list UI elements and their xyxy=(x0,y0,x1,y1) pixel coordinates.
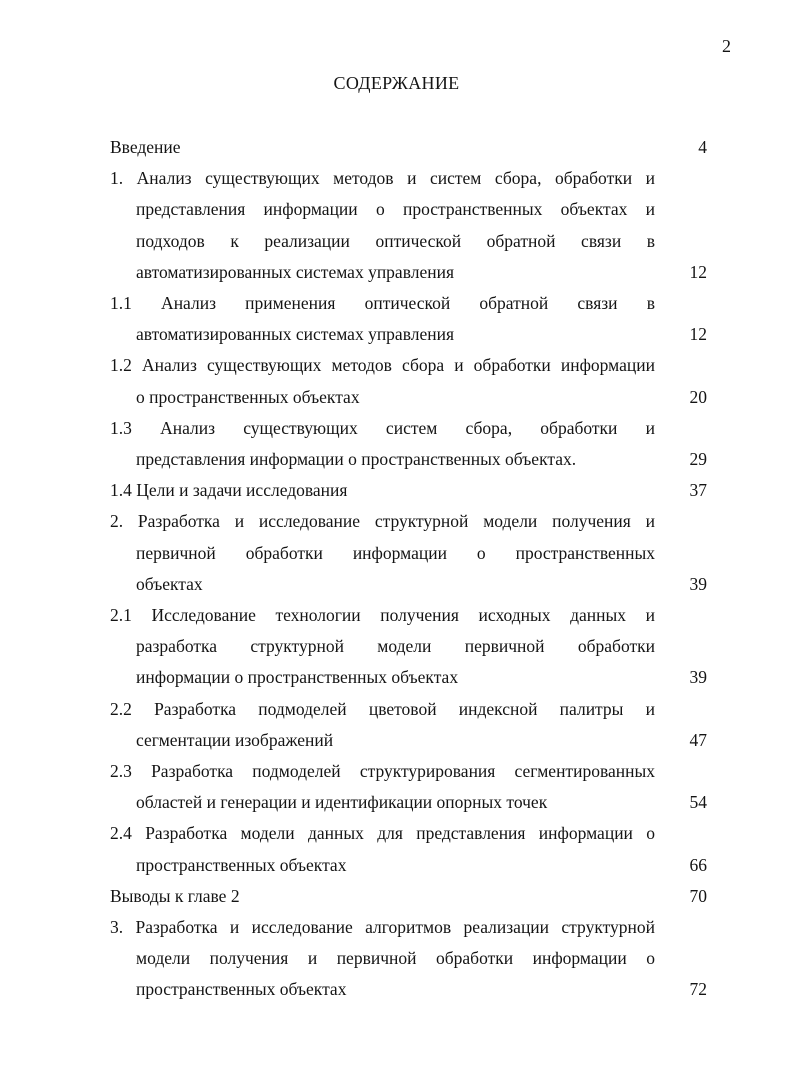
toc-entry-line: Введение xyxy=(110,137,181,157)
toc-entry-line: информации о пространственных объектах xyxy=(136,667,459,688)
toc-page-number: 66 xyxy=(689,854,707,875)
page-number: 2 xyxy=(722,36,731,56)
toc-entry-line: пространственных объектах xyxy=(136,979,347,1000)
toc-entry-line: 1.2 Анализ существующих методов сбора и обработки информации xyxy=(110,355,655,376)
toc-entry-line: первичной обработки информации о пространственных xyxy=(136,542,655,563)
toc-entry-line: Выводы к главе 2 xyxy=(110,885,240,906)
toc-page-number: 29 xyxy=(689,449,707,469)
toc-entry-line: 2. Разработка и исследование структурной модели получения и xyxy=(110,511,655,532)
toc-entry-line: о пространственных объектах xyxy=(136,386,360,407)
toc-entry-line: модели получения и первичной обработки информации о xyxy=(136,948,655,969)
toc-entry-line: 1.3 Анализ существующих систем сбора, обработки и xyxy=(110,417,655,438)
toc-title: СОДЕРЖАНИЕ xyxy=(333,73,460,93)
toc-entry-line: автоматизированных системах управления xyxy=(136,324,455,345)
toc-page-number: 37 xyxy=(689,480,707,501)
toc-entry-line: 3. Разработка и исследование алгоритмов реализации структурной xyxy=(110,917,655,937)
toc-entry-line: 2.1 Исследование технологии получения исходных данных и xyxy=(110,605,655,625)
toc-page-number: 72 xyxy=(689,979,707,1000)
toc-entry-line: 1.1 Анализ применения оптической обратной связи в xyxy=(110,293,655,313)
toc-entry-line: объектах xyxy=(136,573,203,594)
toc-entry-line: 2.3 Разработка подмоделей структурирования сегментированных xyxy=(110,761,655,781)
toc-entry-line: представления информации о пространственных объектах. xyxy=(136,449,577,469)
toc-entry-line: разработка структурной модели первичной обработки xyxy=(136,636,655,657)
toc-page-number: 4 xyxy=(698,137,707,157)
toc-entry-line: сегментации изображений xyxy=(136,729,334,750)
toc-entry-line: 1. Анализ существующих методов и систем сбора, обработки и xyxy=(110,168,655,189)
toc-entry-line: 2.2 Разработка подмоделей цветовой индексной палитры и xyxy=(110,698,655,719)
toc-page-number: 12 xyxy=(689,261,707,282)
toc-entry-line: пространственных объектах xyxy=(136,854,347,875)
toc-page-number: 70 xyxy=(689,885,707,906)
toc-page-number: 20 xyxy=(689,386,707,407)
toc-entry-line: представления информации о пространственных объектах и xyxy=(136,199,655,220)
toc-entry-line: 2.4 Разработка модели данных для представления информации о xyxy=(110,823,655,844)
toc-entry-line: 1.4 Цели и задачи исследования xyxy=(110,480,348,501)
toc-entry-line: подходов к реализации оптической обратной связи в xyxy=(136,230,655,251)
toc-entry-line: автоматизированных системах управления xyxy=(136,261,455,282)
toc-page-number: 39 xyxy=(689,667,707,688)
toc-page-number: 47 xyxy=(689,729,707,750)
toc-page-number: 54 xyxy=(689,792,707,813)
toc-page-number: 39 xyxy=(689,573,707,594)
toc-entry-line: областей и генерации и идентификации опорных точек xyxy=(136,792,548,813)
toc-page-number: 12 xyxy=(689,324,707,345)
